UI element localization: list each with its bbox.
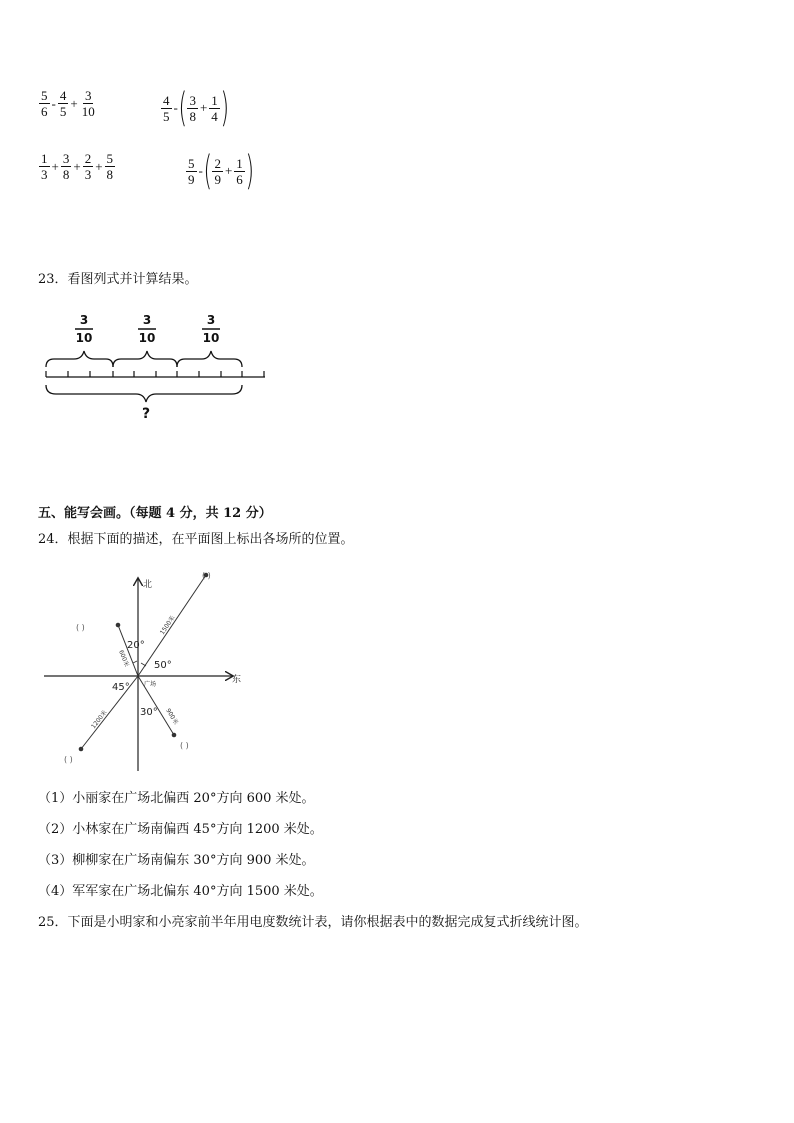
angle-50-label: 50° — [154, 660, 172, 671]
q24-item-2: （2）小林家在广场南偏西 45°方向 1200 米处。 — [38, 822, 323, 837]
expression-1 — [38, 88, 98, 119]
section-5-heading: 五、能写会画。（每题 4 分，共 12 分） — [38, 506, 272, 521]
fraction — [39, 151, 50, 182]
operator: - — [198, 163, 203, 178]
denominator: 9 — [214, 171, 221, 187]
brace — [46, 351, 113, 367]
angle-mark — [133, 661, 137, 663]
operator: + — [73, 158, 81, 174]
expression-3 — [38, 151, 116, 182]
q24-item-4: （4）军军家在广场北偏东 40°方向 1500 米处。 — [38, 884, 323, 899]
operator: + — [224, 163, 233, 178]
fraction — [209, 93, 220, 124]
direction-map — [40, 565, 255, 775]
segment-numerator: 3 — [79, 313, 89, 327]
angle-20-label: 20° — [127, 640, 145, 651]
segment-numerator: 3 — [142, 313, 152, 327]
operator: - — [173, 100, 178, 115]
denominator: 8 — [62, 167, 70, 182]
denominator: 6 — [41, 104, 48, 119]
denominator: 3 — [84, 167, 92, 182]
point-liuliu — [172, 733, 177, 738]
fraction — [58, 88, 69, 119]
left-paren: ( — [178, 85, 187, 131]
numerator: 1 — [41, 151, 48, 166]
square-label: 广场 — [144, 681, 157, 688]
segment-denominator: 10 — [75, 331, 93, 345]
answer-blank-xiaolin: ( ) — [64, 755, 73, 764]
answer-blank-junjun: ( ) — [202, 571, 211, 580]
denominator: 8 — [106, 167, 114, 182]
fraction — [105, 151, 116, 182]
tick-marks — [46, 371, 264, 377]
distance-1200-label: 1200米 — [90, 709, 109, 731]
distance-1500-label: 1500米 — [158, 614, 177, 637]
question-25-text: 25．下面是小明家和小亮家前半年用电度数统计表，请你根据表中的数据完成复式折线统计图。 — [38, 915, 588, 930]
numerator: 4 — [163, 92, 170, 108]
segment-numerator: 3 — [206, 313, 216, 327]
operator: + — [51, 158, 59, 174]
distance-900-label: 900米 — [164, 707, 180, 726]
answer-blank-liuliu: ( ) — [180, 741, 189, 750]
expression-2 — [160, 85, 229, 131]
numerator: 5 — [188, 155, 195, 171]
right-paren: ) — [220, 85, 229, 131]
denominator: 6 — [236, 171, 243, 187]
numerator: 1 — [236, 155, 243, 171]
numerator: 3 — [62, 151, 70, 166]
denominator: 9 — [188, 171, 195, 187]
fraction — [39, 88, 50, 119]
fraction — [61, 151, 72, 182]
numerator: 3 — [84, 88, 92, 103]
fraction — [161, 93, 172, 124]
left-paren: ( — [203, 148, 212, 194]
point-xiaolin — [79, 747, 84, 752]
segment-denominator: 10 — [202, 331, 220, 345]
fraction — [80, 88, 97, 119]
angle-45-label: 45° — [112, 682, 130, 693]
question-23-text: 23．看图列式并计算结果。 — [38, 272, 198, 287]
numerator: 2 — [84, 151, 92, 166]
total-brace — [46, 385, 242, 402]
segment-denominator: 10 — [138, 331, 156, 345]
fraction — [187, 93, 198, 124]
numerator: 4 — [59, 88, 67, 103]
operator: + — [95, 158, 103, 174]
brace — [113, 351, 177, 367]
east-label: 东 — [232, 675, 242, 685]
number-line-diagram — [38, 305, 278, 430]
denominator: 4 — [211, 108, 218, 124]
ray-northeast — [138, 575, 206, 676]
operator: + — [199, 100, 208, 115]
numerator: 3 — [189, 92, 196, 108]
denominator: 5 — [163, 108, 170, 124]
operator: - — [51, 95, 56, 111]
answer-blank-xiaoli: ( ) — [76, 623, 85, 632]
distance-600-label: 600米 — [117, 649, 131, 668]
question-24-text: 24．根据下面的描述，在平面图上标出各场所的位置。 — [38, 532, 354, 547]
q24-item-1: （1）小丽家在广场北偏西 20°方向 600 米处。 — [38, 791, 315, 806]
numerator: 2 — [214, 155, 221, 171]
point-xiaoli — [116, 623, 121, 628]
north-label: 北 — [143, 580, 153, 590]
fraction — [186, 156, 197, 187]
numerator: 1 — [211, 92, 218, 108]
numerator: 5 — [106, 151, 114, 166]
expression-4 — [185, 148, 254, 194]
right-paren: ) — [245, 148, 254, 194]
denominator: 10 — [81, 104, 95, 119]
denominator: 3 — [41, 167, 48, 182]
brace — [177, 351, 242, 367]
fraction — [234, 156, 245, 187]
fraction — [212, 156, 223, 187]
numerator: 5 — [41, 88, 48, 103]
fraction — [83, 151, 94, 182]
denominator: 5 — [59, 104, 67, 119]
q24-item-3: （3）柳柳家在广场南偏东 30°方向 900 米处。 — [38, 853, 315, 868]
denominator: 8 — [189, 108, 196, 124]
question-mark: ? — [141, 406, 151, 422]
angle-30-label: 30° — [140, 707, 158, 718]
operator: + — [70, 95, 78, 111]
